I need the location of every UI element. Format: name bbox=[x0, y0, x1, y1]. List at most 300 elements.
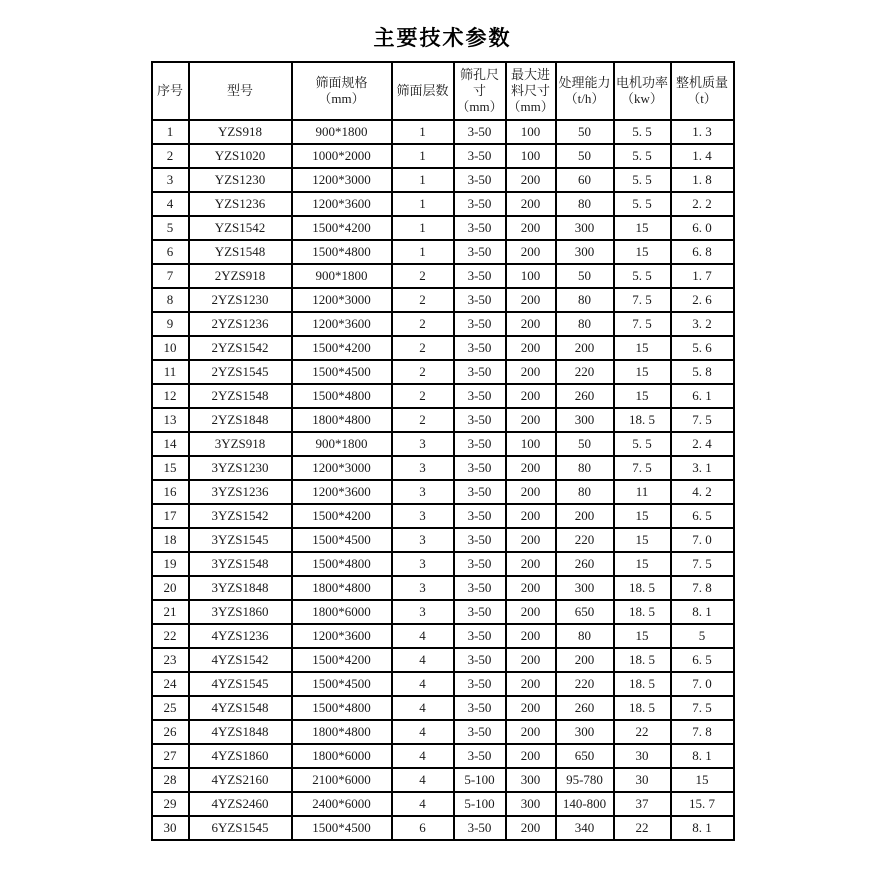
cell-col-2: 1500*4500 bbox=[292, 672, 392, 696]
table-row bbox=[152, 600, 734, 624]
table-row bbox=[152, 672, 734, 696]
cell-col-6: 200 bbox=[556, 336, 614, 360]
cell-col-8: 6. 5 bbox=[671, 648, 734, 672]
table-row bbox=[152, 792, 734, 816]
cell-col-4: 3-50 bbox=[454, 480, 506, 504]
cell-col-3: 4 bbox=[392, 768, 454, 792]
cell-col-5: 100 bbox=[506, 264, 556, 288]
cell-col-4: 5-100 bbox=[454, 792, 506, 816]
cell-col-6: 95-780 bbox=[556, 768, 614, 792]
cell-col-3: 3 bbox=[392, 456, 454, 480]
cell-col-3: 3 bbox=[392, 504, 454, 528]
column-header-label: 序号 bbox=[156, 83, 183, 98]
table-row bbox=[152, 336, 734, 360]
cell-col-6: 80 bbox=[556, 624, 614, 648]
cell-col-2: 900*1800 bbox=[292, 264, 392, 288]
cell-col-2: 1500*4800 bbox=[292, 384, 392, 408]
cell-col-3: 2 bbox=[392, 312, 454, 336]
cell-col-5: 300 bbox=[506, 792, 556, 816]
cell-col-5: 200 bbox=[506, 168, 556, 192]
column-header-label: 整机质量 bbox=[675, 75, 728, 90]
cell-col-3: 3 bbox=[392, 528, 454, 552]
cell-col-5: 200 bbox=[506, 240, 556, 264]
column-header-unit: （t/h） bbox=[564, 91, 605, 106]
column-header-label: 筛面规格 bbox=[315, 75, 368, 90]
cell-col-1: 3YZS918 bbox=[189, 432, 292, 456]
column-header-label: 处理能力 bbox=[558, 75, 611, 90]
cell-col-2: 1500*4200 bbox=[292, 216, 392, 240]
cell-col-6: 340 bbox=[556, 816, 614, 840]
table-row bbox=[152, 168, 734, 192]
cell-col-3: 4 bbox=[392, 720, 454, 744]
cell-col-8: 2. 2 bbox=[671, 192, 734, 216]
cell-col-3: 1 bbox=[392, 168, 454, 192]
cell-col-7: 5. 5 bbox=[614, 192, 671, 216]
cell-col-7: 22 bbox=[614, 816, 671, 840]
column-header-unit: （mm） bbox=[318, 91, 365, 106]
cell-col-7: 7. 5 bbox=[614, 312, 671, 336]
cell-col-5: 200 bbox=[506, 456, 556, 480]
cell-col-6: 80 bbox=[556, 480, 614, 504]
cell-col-8: 1. 4 bbox=[671, 144, 734, 168]
cell-col-4: 3-50 bbox=[454, 672, 506, 696]
cell-col-3: 4 bbox=[392, 696, 454, 720]
cell-col-7: 22 bbox=[614, 720, 671, 744]
cell-col-5: 200 bbox=[506, 480, 556, 504]
cell-col-7: 11 bbox=[614, 480, 671, 504]
cell-col-8: 15. 7 bbox=[671, 792, 734, 816]
cell-col-6: 220 bbox=[556, 528, 614, 552]
cell-col-5: 200 bbox=[506, 384, 556, 408]
cell-col-7: 37 bbox=[614, 792, 671, 816]
cell-col-8: 2. 6 bbox=[671, 288, 734, 312]
cell-col-5: 200 bbox=[506, 672, 556, 696]
table-row bbox=[152, 456, 734, 480]
cell-col-7: 15 bbox=[614, 624, 671, 648]
cell-col-1: 3YZS1548 bbox=[189, 552, 292, 576]
cell-col-6: 300 bbox=[556, 240, 614, 264]
cell-col-3: 2 bbox=[392, 360, 454, 384]
cell-col-8: 7. 8 bbox=[671, 720, 734, 744]
cell-col-0: 22 bbox=[152, 624, 189, 648]
cell-col-7: 15 bbox=[614, 504, 671, 528]
cell-col-2: 1200*3600 bbox=[292, 192, 392, 216]
table-row bbox=[152, 528, 734, 552]
cell-col-5: 200 bbox=[506, 696, 556, 720]
cell-col-0: 12 bbox=[152, 384, 189, 408]
cell-col-1: 4YZS1542 bbox=[189, 648, 292, 672]
cell-col-8: 8. 1 bbox=[671, 600, 734, 624]
cell-col-8: 6. 0 bbox=[671, 216, 734, 240]
cell-col-6: 50 bbox=[556, 264, 614, 288]
cell-col-3: 4 bbox=[392, 624, 454, 648]
cell-col-5: 100 bbox=[506, 432, 556, 456]
cell-col-6: 260 bbox=[556, 552, 614, 576]
cell-col-4: 3-50 bbox=[454, 648, 506, 672]
table-row bbox=[152, 312, 734, 336]
cell-col-1: 3YZS1236 bbox=[189, 480, 292, 504]
cell-col-3: 1 bbox=[392, 192, 454, 216]
cell-col-0: 14 bbox=[152, 432, 189, 456]
cell-col-2: 1000*2000 bbox=[292, 144, 392, 168]
cell-col-2: 1500*4500 bbox=[292, 816, 392, 840]
cell-col-4: 3-50 bbox=[454, 144, 506, 168]
cell-col-1: 4YZS1236 bbox=[189, 624, 292, 648]
cell-col-0: 15 bbox=[152, 456, 189, 480]
cell-col-6: 220 bbox=[556, 672, 614, 696]
cell-col-2: 1200*3600 bbox=[292, 480, 392, 504]
cell-col-1: YZS1236 bbox=[189, 192, 292, 216]
cell-col-3: 1 bbox=[392, 120, 454, 144]
cell-col-6: 50 bbox=[556, 432, 614, 456]
cell-col-0: 10 bbox=[152, 336, 189, 360]
cell-col-3: 6 bbox=[392, 816, 454, 840]
cell-col-5: 200 bbox=[506, 648, 556, 672]
cell-col-2: 1200*3000 bbox=[292, 288, 392, 312]
cell-col-2: 1500*4500 bbox=[292, 360, 392, 384]
table-row bbox=[152, 768, 734, 792]
cell-col-8: 3. 2 bbox=[671, 312, 734, 336]
cell-col-7: 5. 5 bbox=[614, 168, 671, 192]
table-row bbox=[152, 384, 734, 408]
cell-col-4: 3-50 bbox=[454, 816, 506, 840]
cell-col-7: 15 bbox=[614, 384, 671, 408]
cell-col-8: 7. 0 bbox=[671, 672, 734, 696]
cell-col-7: 5. 5 bbox=[614, 144, 671, 168]
cell-col-1: YZS1020 bbox=[189, 144, 292, 168]
cell-col-8: 5 bbox=[671, 624, 734, 648]
cell-col-0: 24 bbox=[152, 672, 189, 696]
table-row bbox=[152, 192, 734, 216]
cell-col-2: 1500*4500 bbox=[292, 528, 392, 552]
column-header-5 bbox=[506, 62, 556, 120]
table-row bbox=[152, 744, 734, 768]
cell-col-5: 200 bbox=[506, 744, 556, 768]
cell-col-8: 6. 8 bbox=[671, 240, 734, 264]
cell-col-6: 650 bbox=[556, 600, 614, 624]
cell-col-4: 3-50 bbox=[454, 216, 506, 240]
cell-col-3: 2 bbox=[392, 264, 454, 288]
table-row bbox=[152, 408, 734, 432]
cell-col-0: 19 bbox=[152, 552, 189, 576]
table-row bbox=[152, 648, 734, 672]
cell-col-4: 3-50 bbox=[454, 384, 506, 408]
cell-col-3: 3 bbox=[392, 600, 454, 624]
table-row bbox=[152, 264, 734, 288]
column-header-label: 最大进料尺寸 bbox=[510, 67, 550, 98]
cell-col-8: 6. 5 bbox=[671, 504, 734, 528]
column-header-2 bbox=[292, 62, 392, 120]
cell-col-1: YZS1230 bbox=[189, 168, 292, 192]
cell-col-4: 3-50 bbox=[454, 696, 506, 720]
cell-col-0: 21 bbox=[152, 600, 189, 624]
column-header-1 bbox=[189, 62, 292, 120]
cell-col-8: 4. 2 bbox=[671, 480, 734, 504]
cell-col-0: 6 bbox=[152, 240, 189, 264]
cell-col-4: 3-50 bbox=[454, 528, 506, 552]
cell-col-6: 80 bbox=[556, 192, 614, 216]
cell-col-3: 1 bbox=[392, 216, 454, 240]
cell-col-0: 5 bbox=[152, 216, 189, 240]
cell-col-5: 200 bbox=[506, 312, 556, 336]
cell-col-5: 200 bbox=[506, 336, 556, 360]
table-row bbox=[152, 144, 734, 168]
column-header-unit: （mm） bbox=[456, 99, 503, 114]
cell-col-4: 3-50 bbox=[454, 504, 506, 528]
table-row bbox=[152, 816, 734, 840]
cell-col-6: 300 bbox=[556, 216, 614, 240]
cell-col-7: 15 bbox=[614, 360, 671, 384]
cell-col-7: 30 bbox=[614, 768, 671, 792]
cell-col-4: 3-50 bbox=[454, 264, 506, 288]
cell-col-5: 200 bbox=[506, 528, 556, 552]
cell-col-0: 7 bbox=[152, 264, 189, 288]
column-header-7 bbox=[614, 62, 671, 120]
cell-col-6: 200 bbox=[556, 648, 614, 672]
cell-col-7: 15 bbox=[614, 552, 671, 576]
cell-col-0: 2 bbox=[152, 144, 189, 168]
cell-col-0: 30 bbox=[152, 816, 189, 840]
cell-col-1: 4YZS1860 bbox=[189, 744, 292, 768]
cell-col-5: 200 bbox=[506, 408, 556, 432]
table-row bbox=[152, 720, 734, 744]
cell-col-5: 100 bbox=[506, 144, 556, 168]
cell-col-4: 3-50 bbox=[454, 744, 506, 768]
cell-col-7: 15 bbox=[614, 216, 671, 240]
cell-col-6: 260 bbox=[556, 696, 614, 720]
cell-col-0: 1 bbox=[152, 120, 189, 144]
cell-col-4: 3-50 bbox=[454, 432, 506, 456]
table-row bbox=[152, 360, 734, 384]
cell-col-2: 1500*4800 bbox=[292, 240, 392, 264]
cell-col-2: 1500*4800 bbox=[292, 696, 392, 720]
table-body bbox=[152, 120, 734, 840]
table-row bbox=[152, 288, 734, 312]
cell-col-3: 1 bbox=[392, 240, 454, 264]
cell-col-5: 200 bbox=[506, 288, 556, 312]
cell-col-1: 4YZS1548 bbox=[189, 696, 292, 720]
cell-col-0: 18 bbox=[152, 528, 189, 552]
column-header-unit: （mm） bbox=[507, 99, 554, 114]
cell-col-0: 26 bbox=[152, 720, 189, 744]
cell-col-6: 220 bbox=[556, 360, 614, 384]
cell-col-4: 5-100 bbox=[454, 768, 506, 792]
cell-col-0: 20 bbox=[152, 576, 189, 600]
cell-col-1: 3YZS1230 bbox=[189, 456, 292, 480]
cell-col-6: 50 bbox=[556, 144, 614, 168]
cell-col-5: 200 bbox=[506, 216, 556, 240]
cell-col-8: 1. 3 bbox=[671, 120, 734, 144]
cell-col-2: 1200*3000 bbox=[292, 168, 392, 192]
cell-col-0: 28 bbox=[152, 768, 189, 792]
cell-col-1: 6YZS1545 bbox=[189, 816, 292, 840]
cell-col-4: 3-50 bbox=[454, 552, 506, 576]
cell-col-1: 3YZS1545 bbox=[189, 528, 292, 552]
cell-col-4: 3-50 bbox=[454, 120, 506, 144]
cell-col-4: 3-50 bbox=[454, 624, 506, 648]
cell-col-6: 80 bbox=[556, 288, 614, 312]
cell-col-1: YZS918 bbox=[189, 120, 292, 144]
cell-col-1: 2YZS1548 bbox=[189, 384, 292, 408]
column-header-label: 型号 bbox=[226, 83, 253, 98]
cell-col-7: 15 bbox=[614, 336, 671, 360]
column-header-0 bbox=[152, 62, 189, 120]
cell-col-3: 3 bbox=[392, 576, 454, 600]
column-header-8 bbox=[671, 62, 734, 120]
cell-col-1: 4YZS1545 bbox=[189, 672, 292, 696]
table-row bbox=[152, 504, 734, 528]
cell-col-5: 200 bbox=[506, 552, 556, 576]
cell-col-4: 3-50 bbox=[454, 456, 506, 480]
cell-col-3: 2 bbox=[392, 336, 454, 360]
cell-col-6: 80 bbox=[556, 312, 614, 336]
cell-col-6: 140-800 bbox=[556, 792, 614, 816]
cell-col-8: 1. 7 bbox=[671, 264, 734, 288]
cell-col-2: 1200*3600 bbox=[292, 624, 392, 648]
table-row bbox=[152, 624, 734, 648]
cell-col-1: YZS1548 bbox=[189, 240, 292, 264]
cell-col-1: 2YZS1230 bbox=[189, 288, 292, 312]
cell-col-7: 30 bbox=[614, 744, 671, 768]
cell-col-4: 3-50 bbox=[454, 168, 506, 192]
cell-col-1: YZS1542 bbox=[189, 216, 292, 240]
cell-col-6: 60 bbox=[556, 168, 614, 192]
cell-col-5: 200 bbox=[506, 600, 556, 624]
cell-col-2: 1500*4800 bbox=[292, 552, 392, 576]
cell-col-1: 2YZS1848 bbox=[189, 408, 292, 432]
cell-col-8: 5. 6 bbox=[671, 336, 734, 360]
cell-col-7: 5. 5 bbox=[614, 432, 671, 456]
cell-col-3: 2 bbox=[392, 408, 454, 432]
cell-col-2: 1500*4200 bbox=[292, 504, 392, 528]
cell-col-7: 18. 5 bbox=[614, 672, 671, 696]
cell-col-0: 25 bbox=[152, 696, 189, 720]
cell-col-2: 1800*4800 bbox=[292, 408, 392, 432]
table-row bbox=[152, 576, 734, 600]
cell-col-5: 200 bbox=[506, 192, 556, 216]
table-row bbox=[152, 480, 734, 504]
cell-col-1: 4YZS1848 bbox=[189, 720, 292, 744]
cell-col-2: 2400*6000 bbox=[292, 792, 392, 816]
cell-col-3: 4 bbox=[392, 744, 454, 768]
cell-col-5: 200 bbox=[506, 720, 556, 744]
table-row bbox=[152, 432, 734, 456]
table-row bbox=[152, 216, 734, 240]
cell-col-7: 5. 5 bbox=[614, 120, 671, 144]
cell-col-1: 2YZS1236 bbox=[189, 312, 292, 336]
cell-col-3: 1 bbox=[392, 144, 454, 168]
cell-col-2: 1800*6000 bbox=[292, 600, 392, 624]
table-row bbox=[152, 120, 734, 144]
cell-col-3: 4 bbox=[392, 672, 454, 696]
table-row bbox=[152, 696, 734, 720]
cell-col-4: 3-50 bbox=[454, 312, 506, 336]
table-header bbox=[152, 62, 734, 120]
cell-col-1: 2YZS918 bbox=[189, 264, 292, 288]
cell-col-1: 2YZS1545 bbox=[189, 360, 292, 384]
cell-col-8: 7. 5 bbox=[671, 696, 734, 720]
column-header-unit: （kw） bbox=[621, 91, 663, 106]
cell-col-3: 2 bbox=[392, 288, 454, 312]
cell-col-6: 80 bbox=[556, 456, 614, 480]
cell-col-6: 200 bbox=[556, 504, 614, 528]
cell-col-0: 9 bbox=[152, 312, 189, 336]
cell-col-5: 200 bbox=[506, 360, 556, 384]
cell-col-2: 900*1800 bbox=[292, 120, 392, 144]
cell-col-4: 3-50 bbox=[454, 576, 506, 600]
column-header-3 bbox=[392, 62, 454, 120]
cell-col-4: 3-50 bbox=[454, 336, 506, 360]
cell-col-8: 7. 0 bbox=[671, 528, 734, 552]
cell-col-2: 1800*4800 bbox=[292, 720, 392, 744]
cell-col-8: 7. 8 bbox=[671, 576, 734, 600]
cell-col-1: 4YZS2160 bbox=[189, 768, 292, 792]
cell-col-4: 3-50 bbox=[454, 600, 506, 624]
cell-col-8: 7. 5 bbox=[671, 552, 734, 576]
cell-col-0: 17 bbox=[152, 504, 189, 528]
cell-col-3: 2 bbox=[392, 384, 454, 408]
cell-col-5: 300 bbox=[506, 768, 556, 792]
cell-col-5: 200 bbox=[506, 816, 556, 840]
page-title: 主要技术参数 bbox=[373, 26, 512, 50]
cell-col-7: 18. 5 bbox=[614, 696, 671, 720]
specs-table bbox=[151, 61, 735, 841]
cell-col-2: 1500*4200 bbox=[292, 336, 392, 360]
cell-col-5: 200 bbox=[506, 576, 556, 600]
cell-col-0: 27 bbox=[152, 744, 189, 768]
column-header-6 bbox=[556, 62, 614, 120]
cell-col-0: 8 bbox=[152, 288, 189, 312]
cell-col-3: 4 bbox=[392, 792, 454, 816]
cell-col-1: 4YZS2460 bbox=[189, 792, 292, 816]
cell-col-0: 23 bbox=[152, 648, 189, 672]
cell-col-2: 1200*3600 bbox=[292, 312, 392, 336]
cell-col-1: 3YZS1542 bbox=[189, 504, 292, 528]
cell-col-8: 2. 4 bbox=[671, 432, 734, 456]
cell-col-3: 4 bbox=[392, 648, 454, 672]
cell-col-7: 18. 5 bbox=[614, 408, 671, 432]
cell-col-3: 3 bbox=[392, 552, 454, 576]
cell-col-6: 650 bbox=[556, 744, 614, 768]
column-header-label: 筛孔尺寸 bbox=[459, 67, 499, 98]
column-header-4 bbox=[454, 62, 506, 120]
cell-col-2: 1500*4200 bbox=[292, 648, 392, 672]
cell-col-3: 3 bbox=[392, 480, 454, 504]
cell-col-6: 300 bbox=[556, 408, 614, 432]
cell-col-0: 13 bbox=[152, 408, 189, 432]
cell-col-1: 3YZS1848 bbox=[189, 576, 292, 600]
cell-col-7: 15 bbox=[614, 528, 671, 552]
column-header-label: 电机功率 bbox=[615, 75, 668, 90]
cell-col-4: 3-50 bbox=[454, 240, 506, 264]
cell-col-4: 3-50 bbox=[454, 408, 506, 432]
cell-col-5: 200 bbox=[506, 504, 556, 528]
table-header-row bbox=[152, 62, 734, 120]
cell-col-0: 29 bbox=[152, 792, 189, 816]
cell-col-8: 8. 1 bbox=[671, 816, 734, 840]
cell-col-8: 3. 1 bbox=[671, 456, 734, 480]
cell-col-6: 300 bbox=[556, 576, 614, 600]
table-row bbox=[152, 240, 734, 264]
cell-col-8: 5. 8 bbox=[671, 360, 734, 384]
cell-col-2: 1800*6000 bbox=[292, 744, 392, 768]
cell-col-4: 3-50 bbox=[454, 192, 506, 216]
cell-col-7: 18. 5 bbox=[614, 600, 671, 624]
cell-col-4: 3-50 bbox=[454, 720, 506, 744]
cell-col-3: 3 bbox=[392, 432, 454, 456]
cell-col-8: 1. 8 bbox=[671, 168, 734, 192]
cell-col-5: 100 bbox=[506, 120, 556, 144]
